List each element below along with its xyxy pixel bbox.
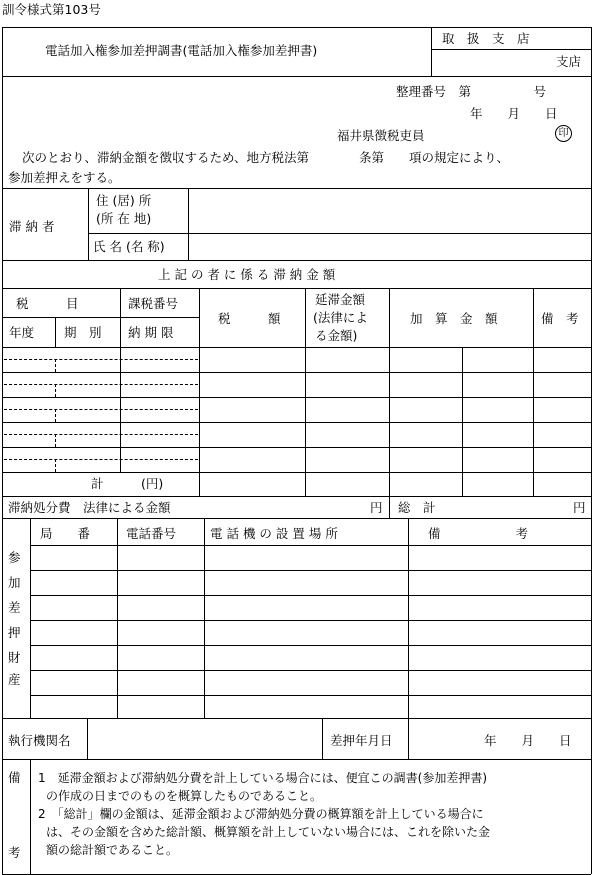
total-label: 計 (円) (91, 476, 164, 491)
disposition-fee-label: 滞納処分費 法律による金額 (8, 500, 171, 515)
address-label: 住 (居) 所 (96, 193, 152, 208)
seizure-date: 年 月 日 (484, 733, 572, 748)
property-label-6: 産 (8, 672, 21, 687)
handling-office-label: 取 扱 支 店 (442, 31, 530, 46)
document-title: 電話加入権参加差押調書(電話加入権参加差押書) (45, 43, 318, 58)
exchange-header: 局 番 (40, 526, 91, 541)
executing-agency-label: 執行機関名 (8, 733, 71, 748)
tax-number-header: 課税番号 (128, 296, 179, 311)
tax-item-header: 税 目 (16, 296, 79, 311)
issue-date: 年 月 日 (470, 106, 558, 121)
form-code: 訓令様式第103号 (2, 2, 101, 17)
late-fee-header-1: 延滞金額 (315, 292, 366, 307)
late-fee-header-3: る金額) (315, 328, 358, 343)
late-fee-header-2: (法律によ (313, 310, 368, 325)
statement-line-2: 参加差押えをする。 (8, 170, 121, 185)
branch-suffix: 支店 (556, 54, 582, 69)
property-label-1: 参 (8, 550, 21, 565)
remarks-header: 備 考 (541, 311, 579, 326)
reference-number: 整理番号 第 号 (396, 84, 547, 99)
tax-official-label: 福井県徴税吏員 (337, 128, 425, 143)
note-1-line-1: 1 延滞金額および滞納処分費を計上している場合には、便宜この調書(参加差押書) (38, 771, 488, 785)
seizure-date-label: 差押年月日 (330, 733, 393, 748)
seal-mark: 印 (555, 125, 572, 142)
note-1-line-2: の作成の日までのものを概算したものであること。 (46, 789, 323, 803)
tax-amount-header: 税 額 (218, 311, 281, 326)
grand-total-yen: 円 (573, 500, 586, 515)
section-title: 上 記 の 者 に 係 る 滞 納 金 額 (158, 267, 336, 282)
property-label-4: 押 (8, 625, 21, 640)
notes-label-1: 備 (8, 770, 21, 785)
additional-amount-header: 加 算 金 額 (410, 311, 498, 326)
statement-line-1: 次のとおり、滞納金額を徴収するため、地方税法第 条第 項の規定により、 (22, 150, 510, 165)
period-header: 期 別 (64, 325, 102, 340)
note-2-line-1: 2 「総計」欄の金額は、延滞金額および滞納処分費の概算額を計上している場合に (38, 807, 484, 821)
property-label-3: 差 (8, 600, 21, 615)
name-label: 氏 名 (名 称) (93, 239, 165, 254)
note-2-line-3: 額の総計額であること。 (46, 843, 179, 857)
property-remarks-header: 備 考 (428, 526, 529, 541)
delinquent-label: 滞 納 者 (9, 219, 55, 234)
fiscal-year-header: 年度 (9, 325, 35, 340)
disposition-fee-yen: 円 (370, 500, 383, 515)
phone-location-header: 電 話 機 の 設 置 場 所 (210, 526, 338, 541)
phone-number-header: 電話番号 (126, 526, 177, 541)
location-label: (所 在 地) (96, 211, 152, 226)
payment-deadline-header: 納 期 限 (128, 325, 174, 340)
property-label-5: 財 (8, 650, 21, 665)
grand-total-label: 総 計 (398, 500, 436, 515)
notes-label-2: 考 (8, 845, 21, 860)
note-2-line-2: は、その金額を含めた総計額、概算額を計上していない場合には、これを除いた金 (46, 825, 491, 839)
property-label-2: 加 (8, 575, 21, 590)
